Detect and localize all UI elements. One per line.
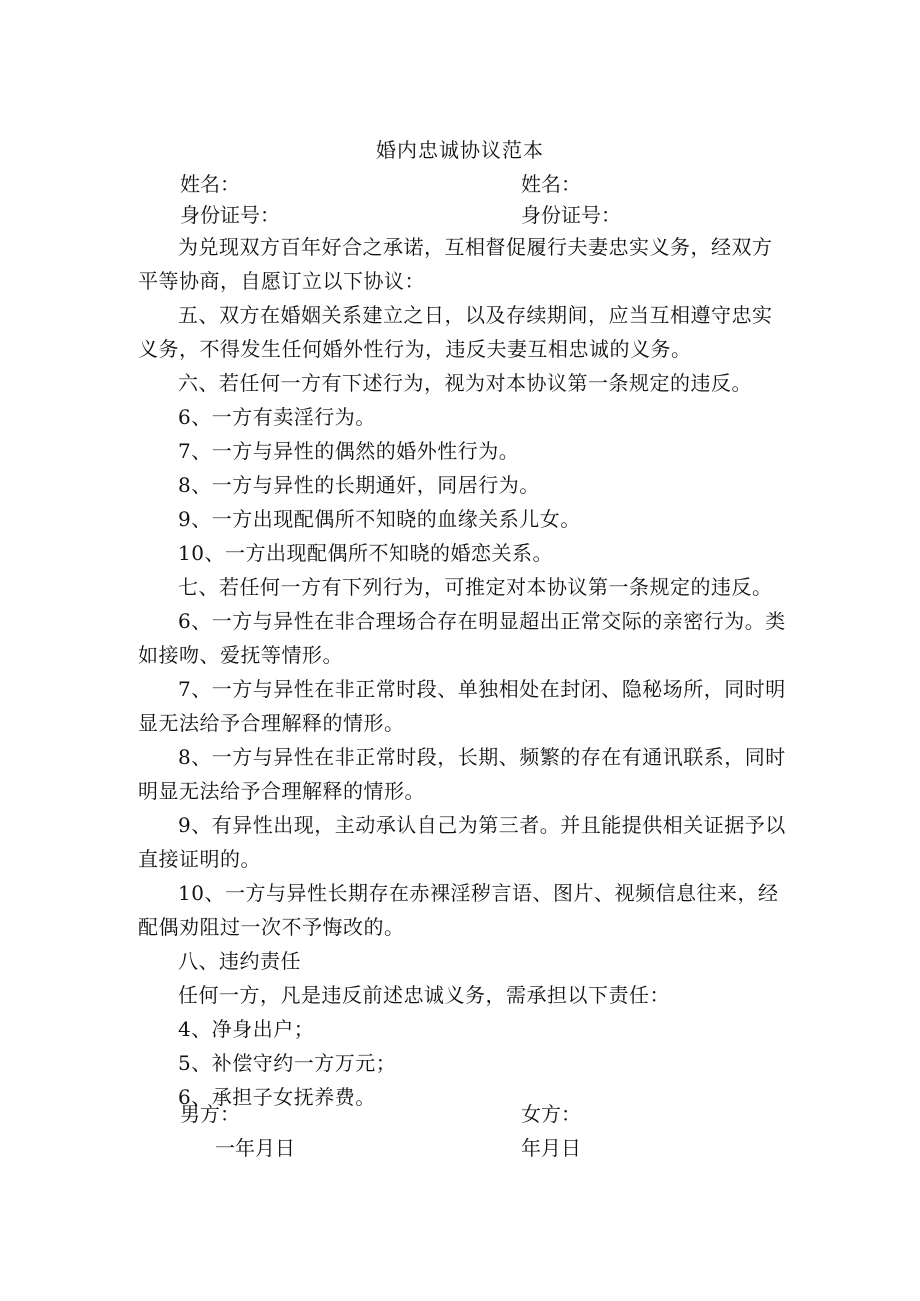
paragraph: 7、一方与异性的偶然的婚外性行为。 — [178, 439, 520, 463]
paragraph: 六、若任何一方有下述行为，视为对本协议第一条规定的违反。 — [178, 371, 752, 395]
paragraph: 6、一方与异性在非合理场合存在明显超出正常交际的亲密行为。类如接吻、爱抚等情形。 — [138, 609, 786, 667]
paragraph: 4、净身出户； — [178, 1017, 315, 1041]
paragraph: 9、一方出现配偶所不知晓的血缘关系儿女。 — [178, 507, 581, 531]
paragraph: 五、双方在婚姻关系建立之日，以及存续期间，应当互相遵守忠实义务，不得发生任何婚外性行为，违反夫妻互相忠诚的义务。 — [138, 303, 773, 361]
female-signature-date: 年月日 — [521, 1136, 581, 1160]
party-a-id-label: 身份证号： — [180, 203, 280, 227]
female-signature-label: 女方： — [521, 1102, 581, 1126]
party-a-name-label: 姓名： — [180, 172, 240, 196]
paragraph: 8、一方与异性在非正常时段，长期、频繁的存在有通讯联系，同时明显无法给予合理解释的情形。 — [138, 745, 786, 803]
paragraph: 七、若任何一方有下列行为，可推定对本协议第一条规定的违反。 — [178, 575, 773, 599]
paragraph: 6、一方有卖淫行为。 — [178, 405, 376, 429]
paragraph: 10、一方与异性长期存在赤裸淫秽言语、图片、视频信息往来，经配偶劝阻过一次不予悔改的。 — [138, 881, 779, 939]
paragraph: 为兑现双方百年好合之承诺，互相督促履行夫妻忠实义务，经双方平等协商，自愿订立以下协议： — [138, 235, 773, 293]
paragraph: 6、承担子女抚养费。 — [178, 1085, 376, 1109]
paragraph: 8、一方与异性的长期通奸，同居行为。 — [178, 473, 540, 497]
paragraph: 10、一方出现配偶所不知晓的婚恋关系。 — [178, 541, 553, 565]
paragraph: 5、补偿守约一方万元； — [178, 1051, 397, 1075]
paragraph: 任何一方，凡是违反前述忠诚义务，需承担以下责任： — [178, 983, 670, 1007]
document-title: 婚内忠诚协议范本 — [376, 138, 544, 162]
male-signature-label: 男方： — [180, 1102, 240, 1126]
male-signature-date: 一年月日 — [215, 1136, 295, 1160]
agreement-body — [138, 230, 786, 1114]
party-b-name-label: 姓名： — [521, 172, 581, 196]
paragraph: 9、有异性出现，主动承认自己为第三者。并且能提供相关证据予以直接证明的。 — [138, 813, 786, 871]
party-b-id-label: 身份证号： — [521, 203, 621, 227]
paragraph: 八、违约责任 — [178, 949, 301, 973]
paragraph: 7、一方与异性在非正常时段、单独相处在封闭、隐秘场所，同时明显无法给予合理解释的情形。 — [138, 677, 786, 735]
